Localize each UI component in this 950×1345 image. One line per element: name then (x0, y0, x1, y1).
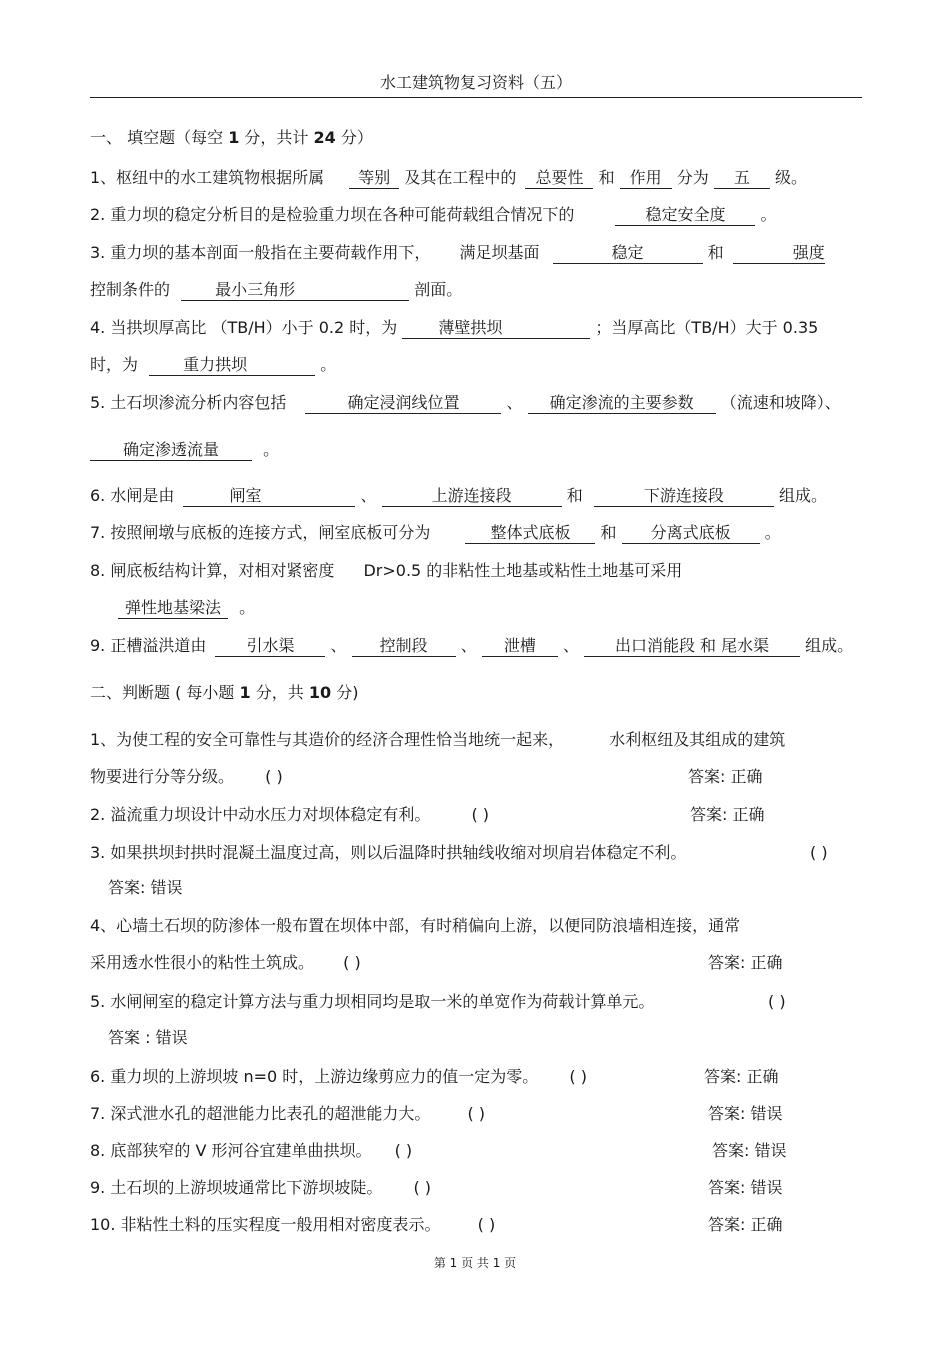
answer-blank: 整体式底板 (465, 522, 595, 544)
answer-label: 答案: 正确 (704, 1067, 779, 1086)
answer-parentheses: ( ) (394, 1141, 413, 1160)
question-text: 和 (600, 523, 617, 542)
question-8-line-2 (118, 596, 255, 620)
question-text: 控制条件的 (90, 280, 171, 299)
judgement-9 (90, 1176, 431, 1200)
answer-label: 答案 : 错误 (108, 1028, 188, 1047)
question-text: 3. 如果拱坝封拱时混凝土温度过高，则以后温降时拱轴线收缩对坝肩岩体稳定不利。 (90, 843, 687, 862)
answer-label: 答案: 错误 (712, 1141, 787, 1160)
heading-text: 分) (336, 683, 359, 702)
question-text: 及其在工程中的 (404, 168, 517, 187)
answer-blank (183, 485, 355, 507)
question-text: 。 (764, 523, 781, 542)
judgement-6 (90, 1065, 587, 1089)
heading-text: 分，共计 (244, 128, 309, 147)
judgement-4-line-2 (90, 951, 361, 975)
question-text: 4、心墙土石坝的防渗体一般布置在坝体中部，有时稍偏向上游，以便同防浪墙相连接，通常 (90, 916, 741, 935)
question-text: 、 (330, 636, 347, 655)
judgement-7 (90, 1102, 485, 1126)
answer-blank: 上游连接段 (382, 485, 562, 507)
answer-blank: 弹性地基梁法 (118, 597, 228, 619)
question-text: 采用透水性很小的粘性土筑成。 (90, 953, 315, 972)
question-text: 剖面。 (414, 280, 463, 299)
section-heading-true-false (90, 681, 358, 705)
answer-label: 答案: 正确 (708, 953, 783, 972)
question-3-line-2 (90, 278, 462, 302)
judgement-1-line-2 (90, 765, 283, 789)
question-text: 。 (320, 355, 337, 374)
question-5-line-1 (90, 391, 841, 415)
points-each: 1 (239, 683, 251, 702)
points-total: 10 (308, 683, 332, 702)
answer-label: 答案: 正确 (688, 767, 763, 786)
question-text: 5. 水闸闸室的稳定计算方法与重力坝相同均是取一米的单宽作为荷载计算单元。 (90, 992, 655, 1011)
answer-blank: 下游连接段 (594, 485, 774, 507)
answer-parentheses: ( ) (810, 843, 828, 862)
question-text: 7. 按照闸墩与底板的连接方式，闸室底板可分为 (90, 523, 431, 542)
answer-label: 答案: 正确 (708, 1215, 783, 1234)
question-text: 1、枢纽中的水工建筑物根据所属 (90, 168, 325, 187)
question-text: ；当厚高比（TB/H）大于 0.35 (595, 318, 819, 337)
question-text: 组成。 (805, 636, 854, 655)
page-footer: 第 1 页 共 1 页 (433, 1256, 517, 1270)
question-text: 、 (460, 636, 477, 655)
answer-parentheses: ( ) (569, 1067, 587, 1086)
answer-parentheses: ( ) (471, 805, 490, 824)
points-each: 1 (228, 128, 240, 147)
question-text: 2. 溢流重力坝设计中动水压力对坝体稳定有利。 (90, 805, 431, 824)
answer-blank: 引水渠 (215, 635, 325, 657)
question-text: 6. 水闸是由 (90, 486, 175, 505)
question-text: 组成。 (778, 486, 827, 505)
heading-text: 分） (340, 128, 373, 147)
answer-blank (402, 317, 590, 339)
answer-text: 薄壁拱坝 (438, 318, 503, 337)
question-text: 时，为 (90, 355, 139, 374)
question-text: 和 (707, 243, 724, 262)
judgement-5 (90, 990, 654, 1014)
answer-blank: 分离式底板 (622, 522, 760, 544)
answer-label: 答案: 正确 (690, 805, 765, 824)
section-heading-fill-in (90, 126, 373, 150)
answer-blank: 确定渗透流量 (90, 439, 252, 461)
question-text: 满足坝基面 (459, 243, 540, 262)
answer-blank: 控制段 (352, 635, 456, 657)
question-text: 1、为使工程的安全可靠性与其造价的经济合理性恰当地统一起来， (90, 730, 565, 749)
question-text: 级。 (774, 168, 807, 187)
heading-text: 二、判断题 ( 每小题 (90, 683, 235, 702)
answer-parentheses: ( ) (477, 1215, 496, 1234)
answer-blank: 等别 (349, 167, 399, 189)
answer-blank: 稳定 (553, 242, 703, 264)
answer-text: 闸室 (229, 486, 262, 505)
question-text: 水利枢纽及其组成的建筑 (609, 730, 786, 749)
answer-text: 最小三角形 (215, 280, 296, 299)
answer-label: 答案: 错误 (108, 878, 183, 897)
answer-blank: 强度 (733, 242, 825, 264)
question-text: 和 (566, 486, 583, 505)
answer-parentheses: ( ) (265, 767, 283, 786)
question-text: 3. 重力坝的基本剖面一般指在主要荷载作用下， (90, 243, 431, 262)
answer-blank: 确定浸润线位置 (305, 392, 501, 414)
question-text: 9. 土石坝的上游坝坡通常比下游坝坡陡。 (90, 1178, 383, 1197)
question-8-line-1 (90, 559, 682, 583)
question-text: 、 (506, 393, 523, 412)
question-text: 和 (598, 168, 615, 187)
judgement-3 (90, 841, 686, 865)
answer-parentheses: ( ) (343, 953, 361, 972)
question-text: 、 (360, 486, 377, 505)
answer-text: 重力拱坝 (183, 355, 248, 374)
answer-blank: 作用 (620, 167, 672, 189)
question-text: 5. 土石坝渗流分析内容包括 (90, 393, 287, 412)
answer-blank: 出口消能段 和 尾水渠 (584, 635, 800, 657)
answer-parentheses: ( ) (768, 992, 786, 1011)
question-4-line-2 (90, 353, 336, 377)
question-6 (90, 484, 827, 508)
question-text: 6. 重力坝的上游坝坡 n=0 时，上游边缘剪应力的值一定为零。 (90, 1067, 539, 1086)
page-header-title: 水工建筑物复习资料（五） (379, 73, 572, 92)
heading-text: 分，共 (255, 683, 304, 702)
question-text: 分为 (676, 168, 709, 187)
answer-parentheses: ( ) (413, 1178, 432, 1197)
judgement-2 (90, 803, 489, 827)
question-9 (90, 634, 853, 658)
question-3-line-1 (90, 241, 825, 265)
answer-blank: 泄槽 (482, 635, 558, 657)
answer-parentheses: ( ) (467, 1104, 486, 1123)
question-text: 9. 正槽溢洪道由 (90, 636, 207, 655)
question-1 (90, 166, 807, 190)
judgement-1-line-1 (90, 728, 785, 752)
question-text: 、 (562, 636, 579, 655)
question-text: （流速和坡降）、 (720, 393, 841, 412)
header-divider (90, 97, 862, 98)
question-text: 4. 当拱坝厚高比 （TB/H）小于 0.2 时，为 (90, 318, 398, 337)
judgement-10 (90, 1213, 495, 1237)
question-text: 。 (263, 440, 280, 459)
answer-label: 答案: 错误 (708, 1178, 783, 1197)
question-text: 2. 重力坝的稳定分析目的是检验重力坝在各种可能荷载组合情况下的 (90, 205, 575, 224)
heading-text: 一、 填空题（每空 (90, 128, 224, 147)
question-2 (90, 203, 777, 227)
question-7 (90, 521, 781, 545)
question-text: 。 (760, 205, 777, 224)
answer-blank: 五 (714, 167, 770, 189)
question-text: 7. 深式泄水孔的超泄能力比表孔的超泄能力大。 (90, 1104, 431, 1123)
answer-blank (149, 354, 315, 376)
answer-blank (181, 279, 409, 301)
judgement-8 (90, 1139, 412, 1163)
question-text: Dr>0.5 的非粘性土地基或粘性土地基可采用 (363, 561, 683, 580)
answer-blank: 稳定安全度 (615, 204, 755, 226)
points-total: 24 (313, 128, 336, 147)
question-text: 8. 底部狭窄的 V 形河谷宜建单曲拱坝。 (90, 1141, 372, 1160)
answer-blank: 确定渗流的主要参数 (528, 392, 716, 414)
question-text: 10. 非粘性土料的压实程度一般用相对密度表示。 (90, 1215, 441, 1234)
question-5-line-2 (90, 438, 279, 462)
question-text: 8. 闸底板结构计算，对相对紧密度 (90, 561, 335, 580)
answer-blank: 总要性 (525, 167, 593, 189)
question-text: 物要进行分等分级。 (90, 767, 235, 786)
question-text: 。 (239, 598, 256, 617)
answer-label: 答案: 错误 (708, 1104, 783, 1123)
question-4-line-1 (90, 316, 818, 340)
judgement-4-line-1 (90, 914, 740, 938)
